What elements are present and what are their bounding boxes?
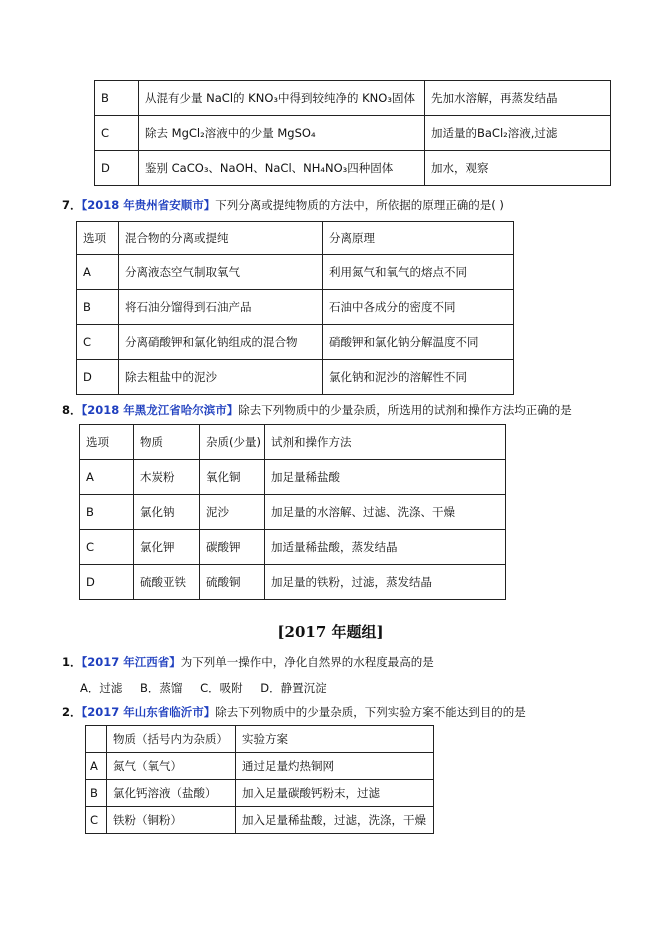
question-8 (62, 403, 572, 417)
table-row (77, 255, 514, 290)
substance-cell: 氯化钾 (134, 530, 200, 565)
table-row (80, 530, 506, 565)
method-cell: 先加水溶解，再蒸发结晶 (425, 81, 611, 116)
table-row (95, 81, 611, 116)
question-text: 除去下列物质中的少量杂质，下列实验方案不能达到目的的是 (215, 705, 526, 719)
method-cell: 加适量稀盐酸，蒸发结晶 (265, 530, 506, 565)
option-a: A．过滤 (80, 681, 123, 695)
option-cell: B (95, 81, 139, 116)
method-cell: 加足量的水溶解、过滤、洗涤、干燥 (265, 495, 506, 530)
impurity-cell: 碳酸钾 (200, 530, 265, 565)
question-source: 【2018 年贵州省安顺市】 (81, 198, 216, 212)
header-cell: 物质（括号内为杂质） (107, 726, 236, 753)
plan-cell: 加入足量碳酸钙粉末，过滤 (236, 780, 434, 807)
method-cell: 加适量的BaCl₂溶液,过滤 (425, 116, 611, 151)
impurity-cell: 氧化铜 (200, 460, 265, 495)
table-row (80, 460, 506, 495)
answer-options (80, 680, 341, 696)
table-q7 (76, 221, 514, 395)
header-cell: 混合物的分离或提纯 (119, 222, 323, 255)
table-row (86, 807, 434, 834)
table-row (86, 753, 434, 780)
method-cell: 加足量稀盐酸 (265, 460, 506, 495)
table-row (80, 565, 506, 600)
table-row (77, 325, 514, 360)
option-cell: C (95, 116, 139, 151)
method-cell: 加足量的铁粉，过滤，蒸发结晶 (265, 565, 506, 600)
header-cell: 杂质(少量) (200, 425, 265, 460)
question-text: 除去下列物质中的少量杂质，所选用的试剂和操作方法均正确的是 (238, 403, 572, 417)
question-text: 为下列单一操作中，净化自然界的水程度最高的是 (180, 655, 434, 669)
plan-cell: 通过足量灼热铜网 (236, 753, 434, 780)
table-header-row (86, 726, 434, 753)
header-cell: 选项 (77, 222, 119, 255)
option-d: D．静置沉淀 (260, 681, 327, 695)
table-top (94, 80, 611, 186)
impurity-cell: 硫酸铜 (200, 565, 265, 600)
section-heading: [2017 年题组] (277, 623, 384, 641)
plan-cell: 加入足量稀盐酸，过滤，洗涤，干燥 (236, 807, 434, 834)
option-cell: D (80, 565, 134, 600)
principle-cell: 硝酸钾和氯化钠分解温度不同 (323, 325, 514, 360)
substance-cell: 氯化钠 (134, 495, 200, 530)
table-row (86, 780, 434, 807)
question-text: 下列分离或提纯物质的方法中，所依据的原理正确的是( ) (215, 198, 504, 212)
question-source: 【2018 年黑龙江省哈尔滨市】 (81, 403, 239, 417)
substance-cell: 铁粉（铜粉） (107, 807, 236, 834)
substance-cell: 硫酸亚铁 (134, 565, 200, 600)
option-c: C．吸附 (200, 681, 243, 695)
table-row (95, 116, 611, 151)
question-2017-2 (62, 705, 526, 719)
mixture-cell: 分离液态空气制取氧气 (119, 255, 323, 290)
question-source: 【2017 年山东省临沂市】 (81, 705, 216, 719)
option-cell: C (86, 807, 107, 834)
task-cell: 从混有少量 NaCl的 KNO₃中得到较纯净的 KNO₃固体 (139, 81, 425, 116)
question-number: 7． (62, 198, 82, 212)
impurity-cell: 泥沙 (200, 495, 265, 530)
option-b: B．蒸馏 (140, 681, 183, 695)
option-cell: C (80, 530, 134, 565)
header-cell: 物质 (134, 425, 200, 460)
substance-cell: 木炭粉 (134, 460, 200, 495)
header-cell: 试剂和操作方法 (265, 425, 506, 460)
option-cell: A (77, 255, 119, 290)
principle-cell: 氯化钠和泥沙的溶解性不同 (323, 360, 514, 395)
question-7 (62, 198, 504, 212)
table-row (77, 290, 514, 325)
substance-cell: 氯化钙溶液（盐酸） (107, 780, 236, 807)
option-cell: D (95, 151, 139, 186)
mixture-cell: 将石油分馏得到石油产品 (119, 290, 323, 325)
substance-cell: 氮气（氧气） (107, 753, 236, 780)
task-cell: 鉴别 CaCO₃、NaOH、NaCl、NH₄NO₃四种固体 (139, 151, 425, 186)
option-cell: C (77, 325, 119, 360)
task-cell: 除去 MgCl₂溶液中的少量 MgSO₄ (139, 116, 425, 151)
option-cell: B (80, 495, 134, 530)
header-cell: 实验方案 (236, 726, 434, 753)
table-row (77, 360, 514, 395)
table-header-row (80, 425, 506, 460)
option-cell: A (80, 460, 134, 495)
method-cell: 加水，观察 (425, 151, 611, 186)
question-number: 8． (62, 403, 82, 417)
principle-cell: 石油中各成分的密度不同 (323, 290, 514, 325)
table-row (80, 495, 506, 530)
option-cell: A (86, 753, 107, 780)
option-cell: D (77, 360, 119, 395)
option-cell: B (77, 290, 119, 325)
question-number: 2． (62, 705, 82, 719)
table-row (95, 151, 611, 186)
header-cell: 分离原理 (323, 222, 514, 255)
mixture-cell: 分离硝酸钾和氯化钠组成的混合物 (119, 325, 323, 360)
mixture-cell: 除去粗盐中的泥沙 (119, 360, 323, 395)
header-cell: 选项 (80, 425, 134, 460)
table-header-row (77, 222, 514, 255)
principle-cell: 利用氮气和氧气的熔点不同 (323, 255, 514, 290)
option-cell: B (86, 780, 107, 807)
question-source: 【2017 年江西省】 (81, 655, 181, 669)
question-2017-1 (62, 655, 434, 669)
table-2017-q2 (85, 725, 434, 834)
question-number: 1． (62, 655, 82, 669)
table-q8 (79, 424, 506, 600)
header-cell (86, 726, 107, 753)
